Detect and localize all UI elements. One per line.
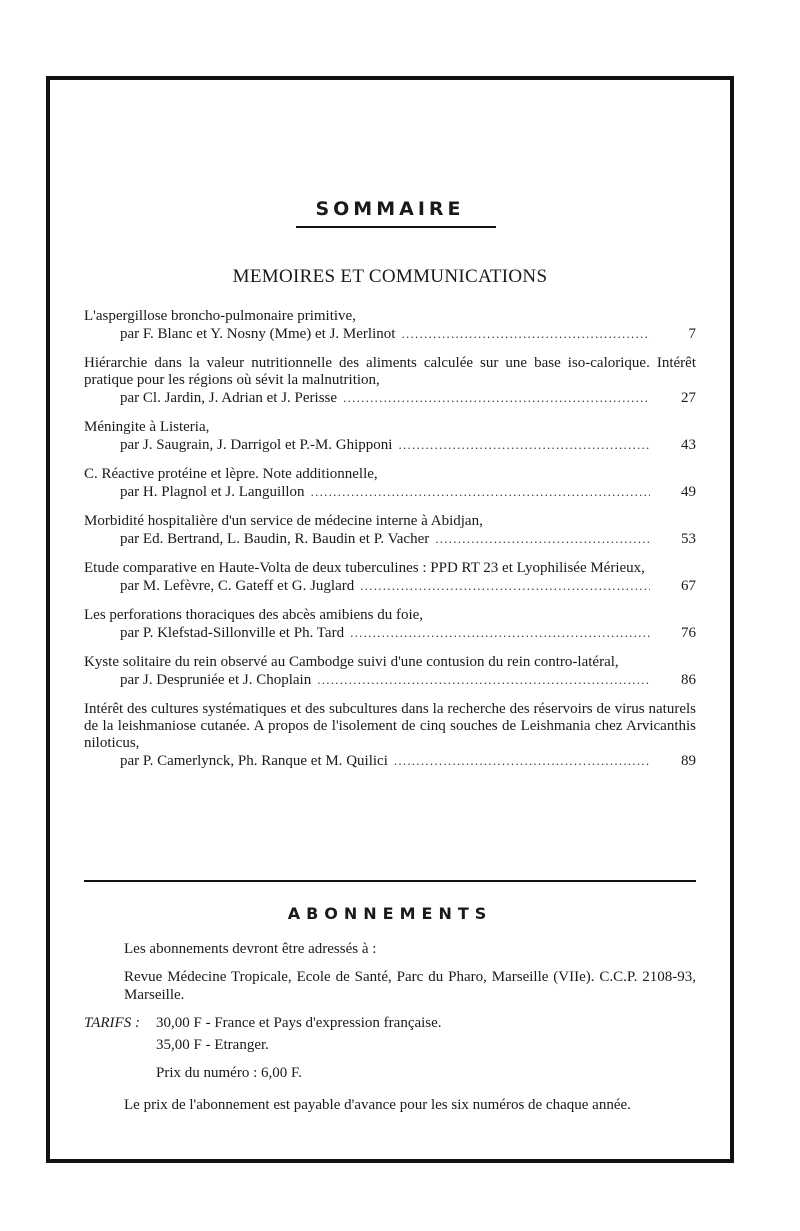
heading-underline (296, 226, 496, 228)
leader-dots (360, 577, 650, 594)
entry-page: 86 (681, 672, 696, 688)
toc-entry[interactable] (84, 355, 696, 407)
entry-authors: par P. Klefstad-Sillonville et Ph. Tard (120, 625, 345, 641)
tarif-france: 30,00 F - France et Pays d'expression française. (156, 1015, 442, 1031)
entry-title: Morbidité hospitalière d'un service de médecine interne à Abidjan, (84, 513, 483, 529)
entry-page: 43 (681, 437, 696, 453)
entry-page: 76 (681, 625, 696, 641)
toc-entry[interactable] (84, 560, 696, 595)
entry-title: Kyste solitaire du rein observé au Cambodge suivi d'une contusion du rein contro-latéral, (84, 654, 619, 670)
toc-entry[interactable] (84, 654, 696, 689)
entry-title: Etude comparative en Haute-Volta de deux tuberculines : PPD RT 23 et Lyophilisée Mérieux, (84, 560, 645, 576)
entry-authors: par J. Despruniée et J. Choplain (120, 672, 312, 688)
entry-title: C. Réactive protéine et lèpre. Note additionnelle, (84, 466, 378, 482)
leader-dots (317, 671, 650, 688)
tarif-etranger: 35,00 F - Etranger. (156, 1037, 269, 1053)
tarifs-row (84, 1014, 696, 1032)
abonnements-intro: Les abonnements devront être adressés à : (124, 941, 377, 957)
leader-dots (350, 624, 650, 641)
entry-page: 89 (681, 753, 696, 769)
entry-page: 49 (681, 484, 696, 500)
leader-dots (394, 752, 650, 769)
tarifs-label: TARIFS : (84, 1015, 140, 1031)
entry-page: 53 (681, 531, 696, 547)
abonnements-address: Revue Médecine Tropicale, Ecole de Santé, Parc du Pharo, Marseille (VIIe). C.C.P. 2108-93, Marseille. (124, 969, 696, 1003)
entry-authors: par Cl. Jardin, J. Adrian et J. Perisse (120, 390, 338, 406)
toc-entry[interactable] (84, 419, 696, 454)
entry-authors: par P. Camerlynck, Ph. Ranque et M. Quilici (120, 753, 388, 769)
entry-page: 67 (681, 578, 696, 594)
toc-entry[interactable] (84, 308, 696, 343)
page-frame (46, 76, 734, 1163)
leader-dots (435, 530, 650, 547)
leader-dots (311, 483, 650, 500)
leader-dots (398, 436, 650, 453)
abonnements-note: Le prix de l'abonnement est payable d'avance pour les six numéros de chaque année. (124, 1097, 631, 1113)
entry-page: 7 (688, 326, 696, 342)
leader-dots (343, 389, 650, 406)
abonnements-section (84, 940, 696, 1124)
section-divider (84, 880, 696, 882)
toc-entry[interactable] (84, 513, 696, 548)
section-title: MEMOIRES ET COMMUNICATIONS (232, 266, 548, 287)
abonnements-heading: ABONNEMENTS (287, 904, 493, 923)
entry-title: Hiérarchie dans la valeur nutritionnelle des aliments calculée sur une base iso-calorique. Intérêt pratique pour les régions où sévit la malnutrition, (84, 355, 696, 388)
entry-title: Intérêt des cultures systématiques et des subcultures dans la recherche des réservoirs de virus naturels de la leishmaniose cutanée. A propos de l'isolement de cinq souches de Leishmania chez Arvicanthis niloticus, (84, 701, 696, 751)
entry-authors: par Ed. Bertrand, L. Baudin, R. Baudin et P. Vacher (120, 531, 430, 547)
toc-entry[interactable] (84, 607, 696, 642)
entry-authors: par J. Saugrain, J. Darrigol et P.-M. Ghipponi (120, 437, 393, 453)
table-of-contents (84, 308, 696, 782)
entry-page: 27 (681, 390, 696, 406)
sommaire-heading: SOMMAIRE (315, 198, 465, 220)
leader-dots (401, 325, 650, 342)
toc-entry[interactable] (84, 701, 696, 770)
entry-authors: par H. Plagnol et J. Languillon (120, 484, 305, 500)
entry-authors: par M. Lefèvre, C. Gateff et G. Juglard (120, 578, 355, 594)
entry-title: L'aspergillose broncho-pulmonaire primitive, (84, 308, 356, 324)
entry-title: Les perforations thoraciques des abcès amibiens du foie, (84, 607, 424, 623)
entry-authors: par F. Blanc et Y. Nosny (Mme) et J. Merlinot (120, 326, 396, 342)
prix-numero: Prix du numéro : 6,00 F. (156, 1065, 302, 1081)
entry-title: Méningite à Listeria, (84, 419, 210, 435)
toc-entry[interactable] (84, 466, 696, 501)
